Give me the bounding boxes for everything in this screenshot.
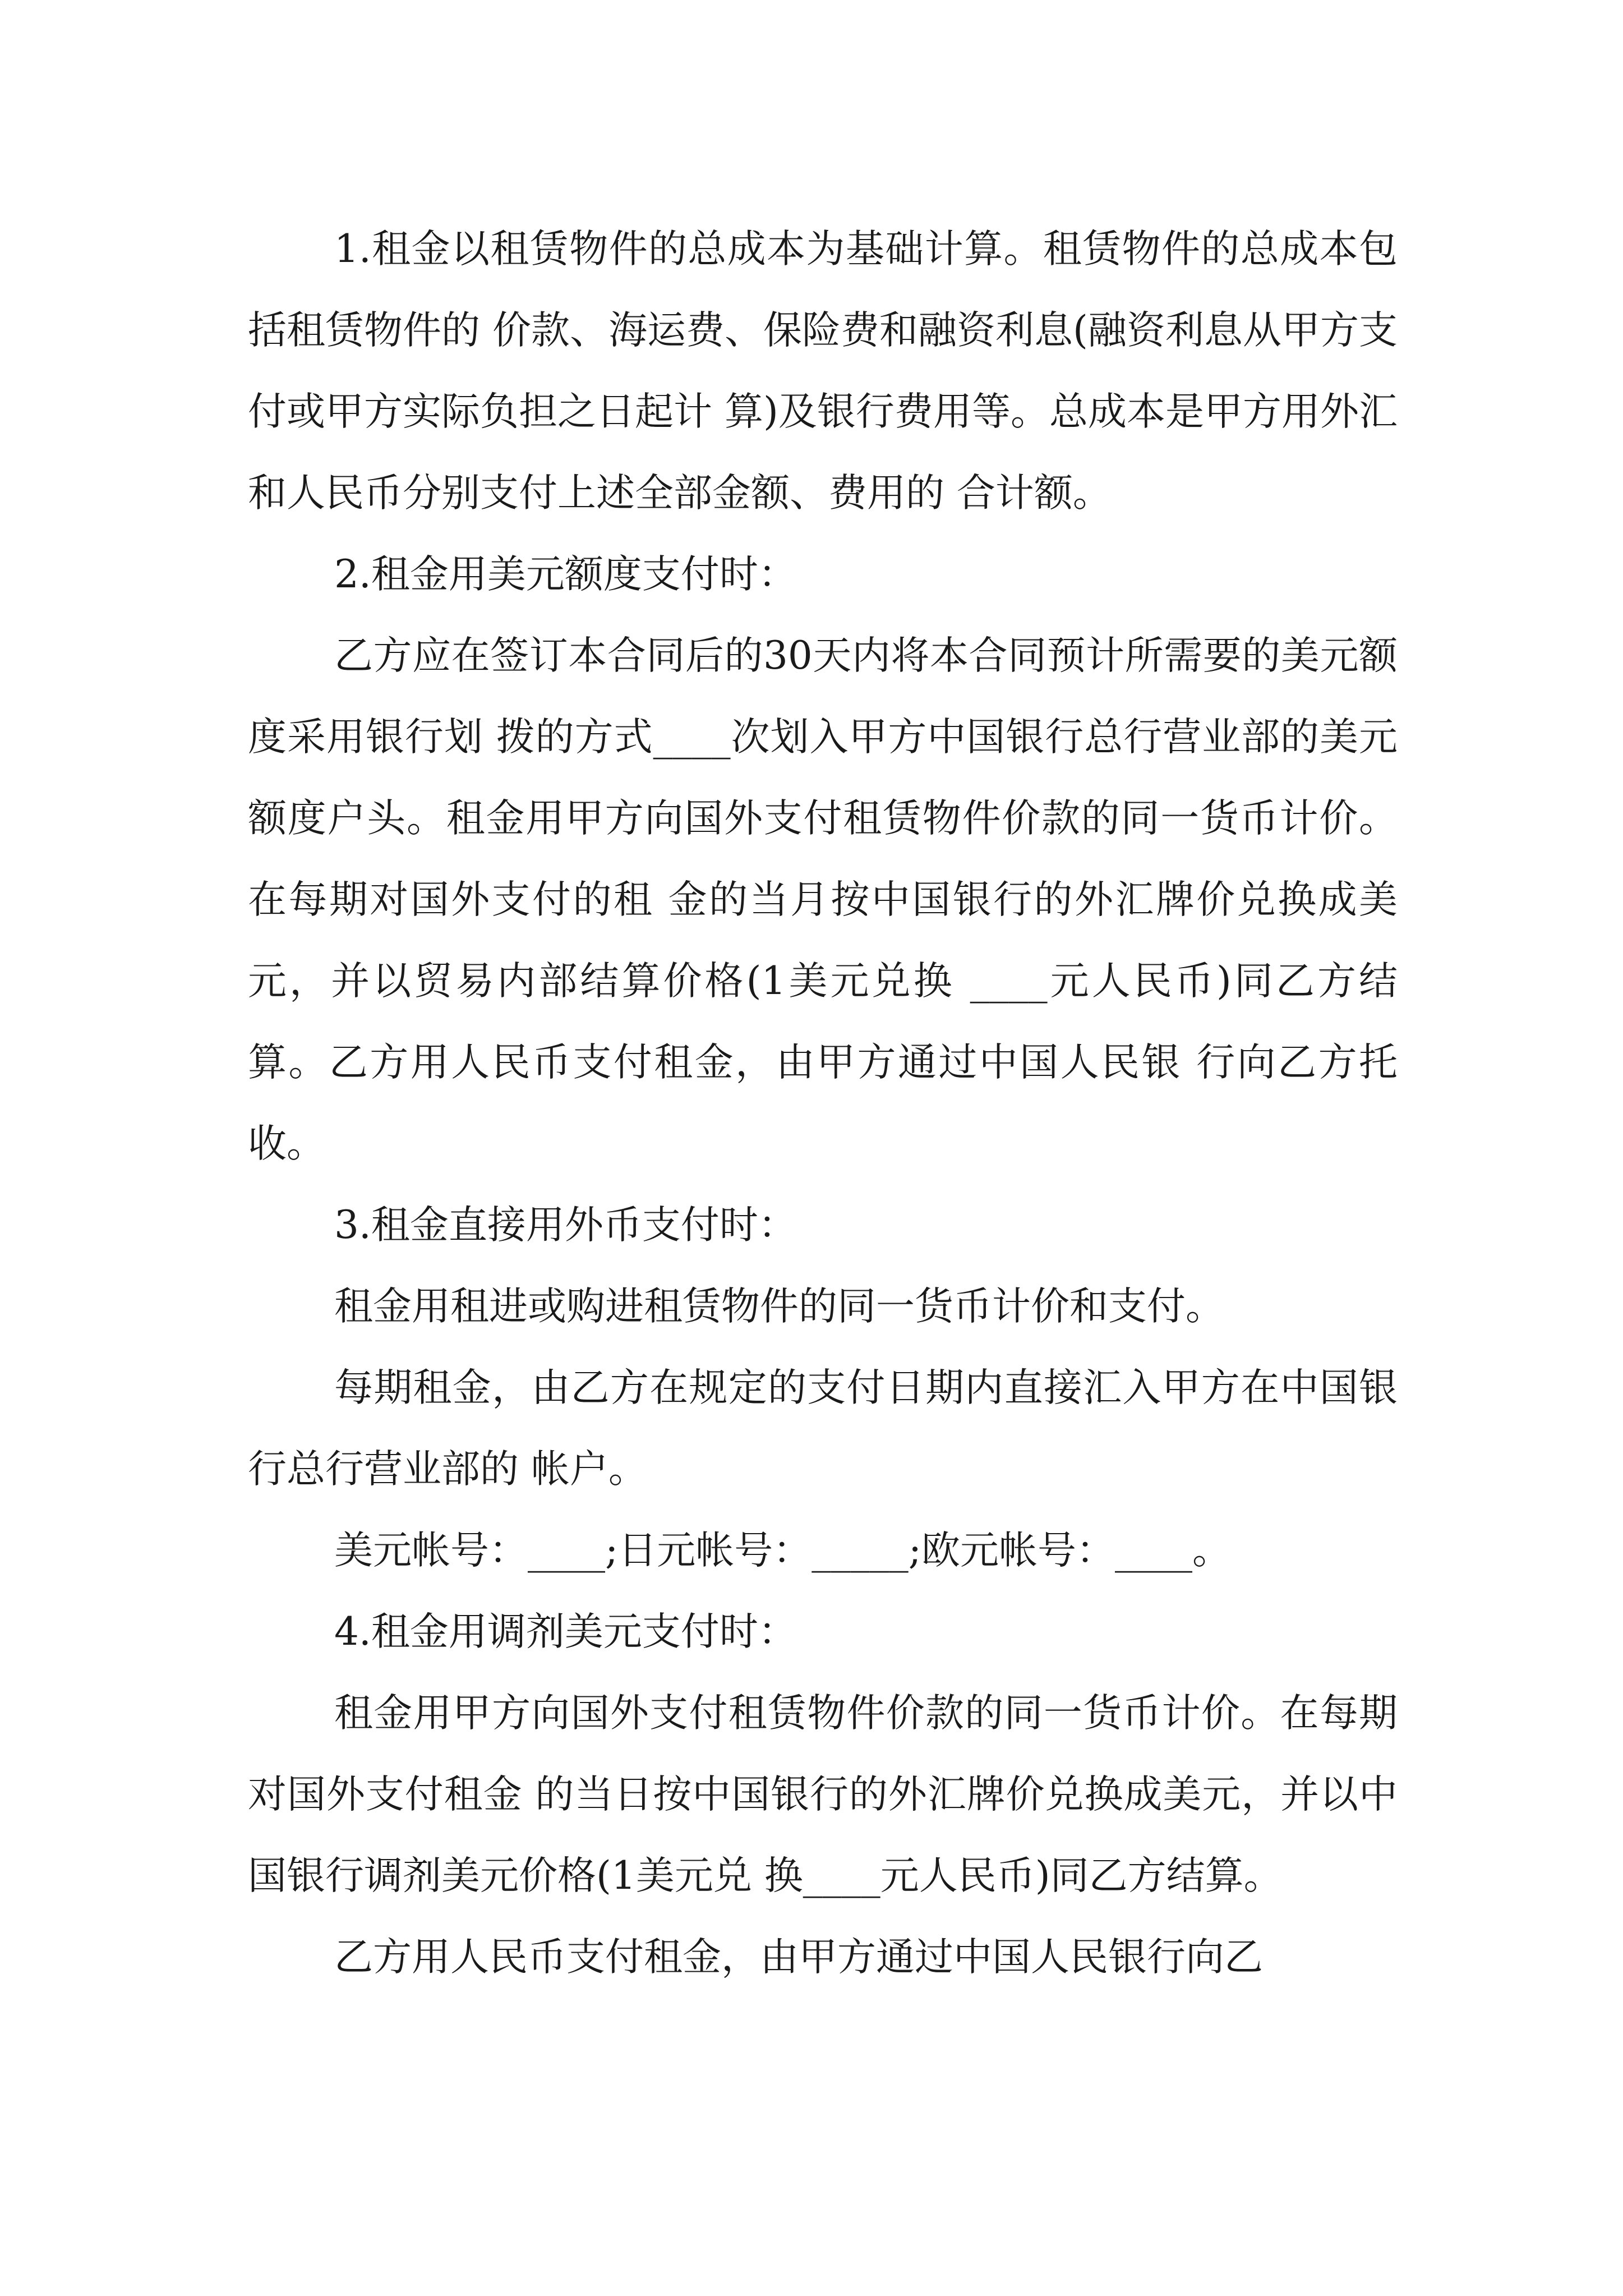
document-body (248, 209, 1398, 1998)
paragraph-rmb-payment: 乙方用人民币支付租金，由甲方通过中国人民银行向乙 (334, 1935, 1263, 1980)
paragraph-rent-basis: 1.租金以租赁物件的总成本为基础计算。租赁物件的总成本包括租赁物件的 价款、海运费、保险费和融资利息(融资利息从甲方支付或甲方实际负担之日起计 算)及银行费用等。总成本是甲方用外汇和人民币分别支付上述全部金额、费用的 合计额。 (248, 227, 1398, 516)
paragraph-account-numbers: 美元帐号：____;日元帐号：_____;欧元帐号：____。 (334, 1528, 1231, 1573)
paragraph-swap-usd-terms: 租金用甲方向国外支付租赁物件价款的同一货币计价。在每期对国外支付租金 的当日按中国银行的外汇牌价兑换成美元，并以中国银行调剂美元价格(1美元兑 换____元人民币)同乙方结算。 (248, 1691, 1398, 1898)
paragraph-foreign-currency-pricing: 租金用租进或购进租赁物件的同一货币计价和支付。 (334, 1284, 1224, 1329)
paragraph-foreign-currency-heading: 3.租金直接用外币支付时： (334, 1203, 797, 1248)
paragraph-remittance: 每期租金，由乙方在规定的支付日期内直接汇入甲方在中国银行总行营业部的 帐户。 (248, 1365, 1398, 1492)
paragraph-swap-usd-heading: 4.租金用调剂美元支付时： (334, 1609, 797, 1654)
paragraph-usd-quota-terms: 乙方应在签订本合同后的30天内将本合同预计所需要的美元额度采用银行划 拨的方式____次划入甲方中国银行总行营业部的美元额度户头。租金用甲方向国外支付租赁物件价款的同一货币计价。在每期对国外支付的租 金的当月按中国银行的外汇牌价兑换成美元，并以贸易内部结算价格(1美元兑换 ____元人民币)同乙方结算。乙方用人民币支付租金，由甲方通过中国人民银 行向乙方托收。 (248, 633, 1398, 1166)
paragraph-usd-quota-heading: 2.租金用美元额度支付时： (334, 552, 797, 597)
